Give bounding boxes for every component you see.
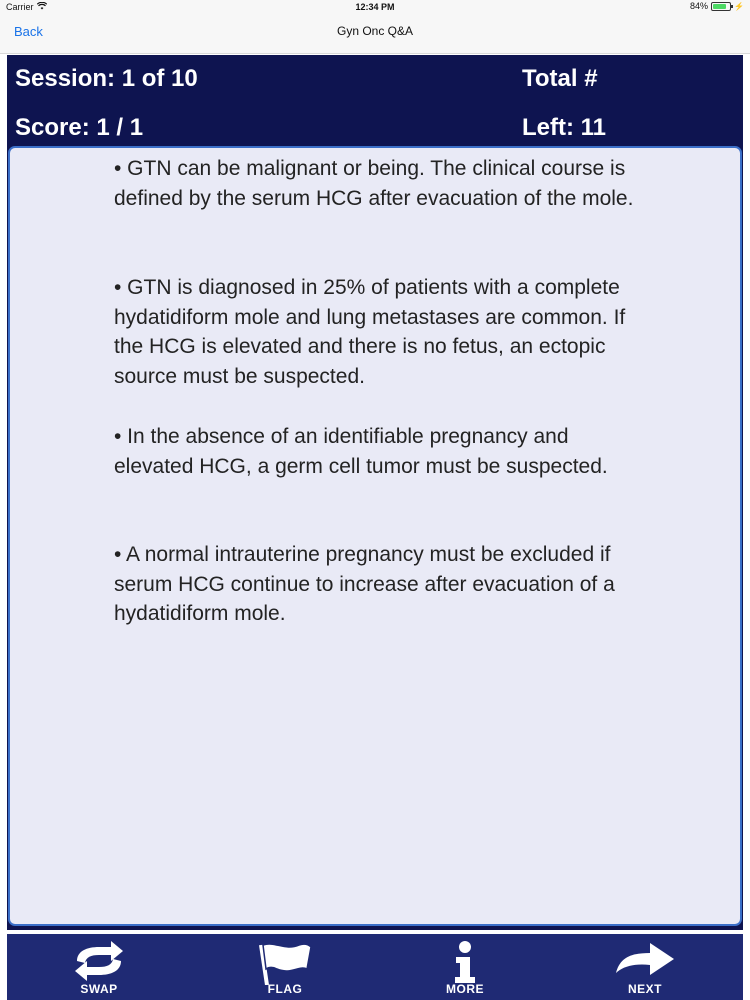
more-label: MORE bbox=[446, 982, 484, 996]
swap-label: SWAP bbox=[80, 982, 118, 996]
navigation-bar bbox=[0, 14, 750, 54]
carrier-label: Carrier bbox=[6, 2, 34, 12]
swap-icon bbox=[71, 941, 127, 981]
flag-button[interactable] bbox=[225, 934, 345, 1000]
arrow-right-icon bbox=[614, 941, 676, 981]
more-button[interactable] bbox=[405, 934, 525, 1000]
status-time: 12:34 PM bbox=[355, 2, 395, 12]
charging-icon: ⚡ bbox=[734, 1, 744, 11]
answer-paragraph-1: • GTN can be malignant or being. The clinical course is defined by the serum HCG after evacuation of the mole. bbox=[114, 157, 634, 210]
next-label: NEXT bbox=[627, 982, 662, 996]
answer-paragraph-3: • In the absence of an identifiable pregnancy and elevated HCG, a germ cell tumor must be suspected. bbox=[114, 425, 608, 478]
flag-label: FLAG bbox=[267, 982, 303, 996]
session-counter: Session: 1 of 10 bbox=[15, 65, 198, 92]
page-title: Gyn Onc Q&A bbox=[336, 24, 414, 38]
flag-icon bbox=[255, 941, 315, 985]
next-button[interactable] bbox=[585, 934, 705, 1000]
battery-percent: 84% bbox=[690, 1, 709, 11]
back-button[interactable]: Back bbox=[14, 24, 43, 39]
battery-icon bbox=[711, 2, 731, 11]
status-bar bbox=[0, 0, 750, 14]
battery-group bbox=[690, 1, 744, 11]
swap-button[interactable] bbox=[39, 934, 159, 1000]
remaining-counter: Left: 11 bbox=[522, 114, 607, 141]
score-counter: Score: 1 / 1 bbox=[15, 114, 144, 141]
info-icon bbox=[450, 941, 480, 983]
answer-content[interactable] bbox=[8, 146, 742, 926]
bottom-toolbar bbox=[7, 934, 743, 1000]
total-label: Total # bbox=[522, 65, 598, 92]
answer-paragraph-2: • GTN is diagnosed in 25% of patients with a complete hydatidiform mole and lung metastases are common. If the HCG is elevated and there is no fetus, an ectopic source must be suspected. bbox=[114, 276, 626, 388]
answer-paragraph-4: • A normal intrauterine pregnancy must be excluded if serum HCG continue to increase after evacuation of a hydatidiform mole. bbox=[114, 543, 615, 625]
